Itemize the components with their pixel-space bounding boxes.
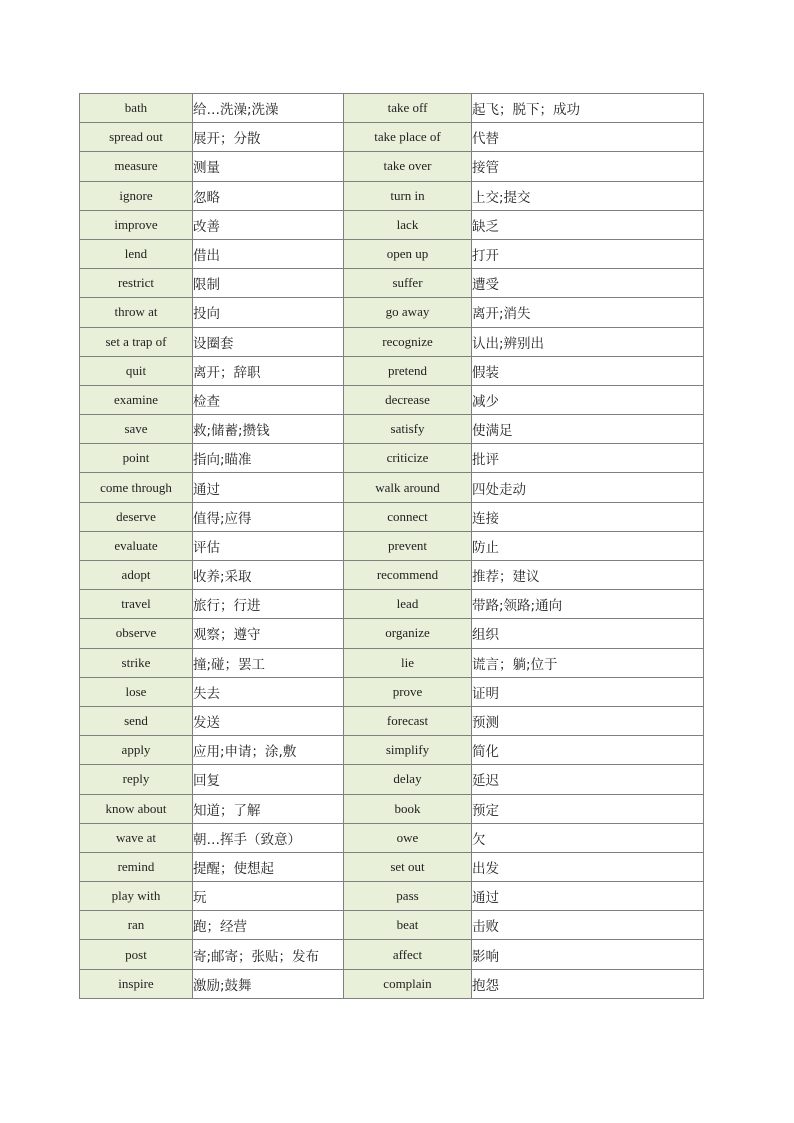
chinese-meaning-cell: 推荐；建议 bbox=[472, 561, 704, 590]
chinese-meaning-cell: 发送 bbox=[193, 706, 344, 735]
chinese-meaning-cell: 激励;鼓舞 bbox=[193, 969, 344, 998]
english-term-cell: open up bbox=[344, 239, 472, 268]
chinese-meaning-cell: 谎言；躺;位于 bbox=[472, 648, 704, 677]
chinese-meaning-cell: 改善 bbox=[193, 210, 344, 239]
chinese-meaning-cell: 上交;提交 bbox=[472, 181, 704, 210]
chinese-meaning-cell: 朝…挥手（致意） bbox=[193, 823, 344, 852]
english-term-cell: point bbox=[80, 444, 193, 473]
table-row bbox=[80, 706, 704, 735]
english-term-cell: bath bbox=[80, 94, 193, 123]
table-row bbox=[80, 444, 704, 473]
chinese-meaning-cell: 提醒；使想起 bbox=[193, 852, 344, 881]
table-row bbox=[80, 239, 704, 268]
chinese-meaning-cell: 回复 bbox=[193, 765, 344, 794]
english-term-cell: know about bbox=[80, 794, 193, 823]
chinese-meaning-cell: 连接 bbox=[472, 502, 704, 531]
vocabulary-table bbox=[79, 93, 704, 999]
english-term-cell: owe bbox=[344, 823, 472, 852]
chinese-meaning-cell: 起飞；脱下；成功 bbox=[472, 94, 704, 123]
english-term-cell: deserve bbox=[80, 502, 193, 531]
english-term-cell: walk around bbox=[344, 473, 472, 502]
chinese-meaning-cell: 打开 bbox=[472, 239, 704, 268]
chinese-meaning-cell: 测量 bbox=[193, 152, 344, 181]
chinese-meaning-cell: 寄;邮寄；张贴；发布 bbox=[193, 940, 344, 969]
table-row bbox=[80, 882, 704, 911]
chinese-meaning-cell: 缺乏 bbox=[472, 210, 704, 239]
english-term-cell: take place of bbox=[344, 123, 472, 152]
table-row bbox=[80, 152, 704, 181]
english-term-cell: set out bbox=[344, 852, 472, 881]
chinese-meaning-cell: 检查 bbox=[193, 385, 344, 414]
chinese-meaning-cell: 设圈套 bbox=[193, 327, 344, 356]
chinese-meaning-cell: 接管 bbox=[472, 152, 704, 181]
chinese-meaning-cell: 出发 bbox=[472, 852, 704, 881]
table-row bbox=[80, 823, 704, 852]
table-row bbox=[80, 385, 704, 414]
chinese-meaning-cell: 使满足 bbox=[472, 415, 704, 444]
english-term-cell: forecast bbox=[344, 706, 472, 735]
table-row bbox=[80, 531, 704, 560]
english-term-cell: complain bbox=[344, 969, 472, 998]
english-term-cell: inspire bbox=[80, 969, 193, 998]
chinese-meaning-cell: 假装 bbox=[472, 356, 704, 385]
chinese-meaning-cell: 延迟 bbox=[472, 765, 704, 794]
chinese-meaning-cell: 减少 bbox=[472, 385, 704, 414]
english-term-cell: recommend bbox=[344, 561, 472, 590]
chinese-meaning-cell: 预测 bbox=[472, 706, 704, 735]
chinese-meaning-cell: 撞;碰；罢工 bbox=[193, 648, 344, 677]
chinese-meaning-cell: 跑；经营 bbox=[193, 911, 344, 940]
vocabulary-table-body bbox=[80, 94, 704, 999]
english-term-cell: ran bbox=[80, 911, 193, 940]
chinese-meaning-cell: 指向;瞄准 bbox=[193, 444, 344, 473]
chinese-meaning-cell: 四处走动 bbox=[472, 473, 704, 502]
chinese-meaning-cell: 击败 bbox=[472, 911, 704, 940]
english-term-cell: lend bbox=[80, 239, 193, 268]
english-term-cell: connect bbox=[344, 502, 472, 531]
chinese-meaning-cell: 遭受 bbox=[472, 269, 704, 298]
english-term-cell: turn in bbox=[344, 181, 472, 210]
chinese-meaning-cell: 代替 bbox=[472, 123, 704, 152]
table-row bbox=[80, 269, 704, 298]
english-term-cell: observe bbox=[80, 619, 193, 648]
table-row bbox=[80, 765, 704, 794]
chinese-meaning-cell: 借出 bbox=[193, 239, 344, 268]
chinese-meaning-cell: 批评 bbox=[472, 444, 704, 473]
english-term-cell: prove bbox=[344, 677, 472, 706]
english-term-cell: take over bbox=[344, 152, 472, 181]
english-term-cell: throw at bbox=[80, 298, 193, 327]
chinese-meaning-cell: 抱怨 bbox=[472, 969, 704, 998]
table-row bbox=[80, 327, 704, 356]
table-row bbox=[80, 298, 704, 327]
table-row bbox=[80, 852, 704, 881]
chinese-meaning-cell: 失去 bbox=[193, 677, 344, 706]
chinese-meaning-cell: 简化 bbox=[472, 736, 704, 765]
table-row bbox=[80, 561, 704, 590]
chinese-meaning-cell: 旅行；行进 bbox=[193, 590, 344, 619]
table-row bbox=[80, 940, 704, 969]
table-row bbox=[80, 473, 704, 502]
english-term-cell: prevent bbox=[344, 531, 472, 560]
chinese-meaning-cell: 组织 bbox=[472, 619, 704, 648]
table-row bbox=[80, 590, 704, 619]
chinese-meaning-cell: 救;储蓄;攒钱 bbox=[193, 415, 344, 444]
chinese-meaning-cell: 应用;申请；涂,敷 bbox=[193, 736, 344, 765]
table-row bbox=[80, 619, 704, 648]
table-row bbox=[80, 969, 704, 998]
chinese-meaning-cell: 离开；辞职 bbox=[193, 356, 344, 385]
chinese-meaning-cell: 通过 bbox=[193, 473, 344, 502]
english-term-cell: send bbox=[80, 706, 193, 735]
english-term-cell: post bbox=[80, 940, 193, 969]
chinese-meaning-cell: 玩 bbox=[193, 882, 344, 911]
table-row bbox=[80, 356, 704, 385]
table-row bbox=[80, 911, 704, 940]
chinese-meaning-cell: 投向 bbox=[193, 298, 344, 327]
chinese-meaning-cell: 忽略 bbox=[193, 181, 344, 210]
table-row bbox=[80, 123, 704, 152]
chinese-meaning-cell: 通过 bbox=[472, 882, 704, 911]
english-term-cell: spread out bbox=[80, 123, 193, 152]
english-term-cell: measure bbox=[80, 152, 193, 181]
chinese-meaning-cell: 限制 bbox=[193, 269, 344, 298]
chinese-meaning-cell: 预定 bbox=[472, 794, 704, 823]
chinese-meaning-cell: 观察；遵守 bbox=[193, 619, 344, 648]
english-term-cell: ignore bbox=[80, 181, 193, 210]
english-term-cell: affect bbox=[344, 940, 472, 969]
english-term-cell: take off bbox=[344, 94, 472, 123]
english-term-cell: strike bbox=[80, 648, 193, 677]
english-term-cell: organize bbox=[344, 619, 472, 648]
table-row bbox=[80, 94, 704, 123]
english-term-cell: decrease bbox=[344, 385, 472, 414]
english-term-cell: lie bbox=[344, 648, 472, 677]
english-term-cell: adopt bbox=[80, 561, 193, 590]
chinese-meaning-cell: 认出;辨别出 bbox=[472, 327, 704, 356]
english-term-cell: lead bbox=[344, 590, 472, 619]
english-term-cell: restrict bbox=[80, 269, 193, 298]
chinese-meaning-cell: 展开；分散 bbox=[193, 123, 344, 152]
table-row bbox=[80, 677, 704, 706]
english-term-cell: apply bbox=[80, 736, 193, 765]
chinese-meaning-cell: 带路;领路;通向 bbox=[472, 590, 704, 619]
english-term-cell: quit bbox=[80, 356, 193, 385]
english-term-cell: examine bbox=[80, 385, 193, 414]
table-row bbox=[80, 415, 704, 444]
english-term-cell: set a trap of bbox=[80, 327, 193, 356]
english-term-cell: go away bbox=[344, 298, 472, 327]
english-term-cell: simplify bbox=[344, 736, 472, 765]
english-term-cell: suffer bbox=[344, 269, 472, 298]
english-term-cell: pass bbox=[344, 882, 472, 911]
english-term-cell: come through bbox=[80, 473, 193, 502]
chinese-meaning-cell: 欠 bbox=[472, 823, 704, 852]
chinese-meaning-cell: 知道；了解 bbox=[193, 794, 344, 823]
english-term-cell: evaluate bbox=[80, 531, 193, 560]
english-term-cell: play with bbox=[80, 882, 193, 911]
english-term-cell: satisfy bbox=[344, 415, 472, 444]
chinese-meaning-cell: 离开;消失 bbox=[472, 298, 704, 327]
english-term-cell: beat bbox=[344, 911, 472, 940]
table-row bbox=[80, 181, 704, 210]
table-row bbox=[80, 648, 704, 677]
english-term-cell: reply bbox=[80, 765, 193, 794]
chinese-meaning-cell: 给…洗澡;洗澡 bbox=[193, 94, 344, 123]
english-term-cell: lack bbox=[344, 210, 472, 239]
chinese-meaning-cell: 收养;采取 bbox=[193, 561, 344, 590]
english-term-cell: pretend bbox=[344, 356, 472, 385]
english-term-cell: recognize bbox=[344, 327, 472, 356]
table-row bbox=[80, 794, 704, 823]
table-row bbox=[80, 736, 704, 765]
english-term-cell: book bbox=[344, 794, 472, 823]
table-row bbox=[80, 210, 704, 239]
english-term-cell: remind bbox=[80, 852, 193, 881]
english-term-cell: travel bbox=[80, 590, 193, 619]
chinese-meaning-cell: 值得;应得 bbox=[193, 502, 344, 531]
english-term-cell: improve bbox=[80, 210, 193, 239]
chinese-meaning-cell: 影响 bbox=[472, 940, 704, 969]
english-term-cell: lose bbox=[80, 677, 193, 706]
english-term-cell: save bbox=[80, 415, 193, 444]
english-term-cell: wave at bbox=[80, 823, 193, 852]
chinese-meaning-cell: 防止 bbox=[472, 531, 704, 560]
english-term-cell: criticize bbox=[344, 444, 472, 473]
chinese-meaning-cell: 评估 bbox=[193, 531, 344, 560]
english-term-cell: delay bbox=[344, 765, 472, 794]
table-row bbox=[80, 502, 704, 531]
chinese-meaning-cell: 证明 bbox=[472, 677, 704, 706]
